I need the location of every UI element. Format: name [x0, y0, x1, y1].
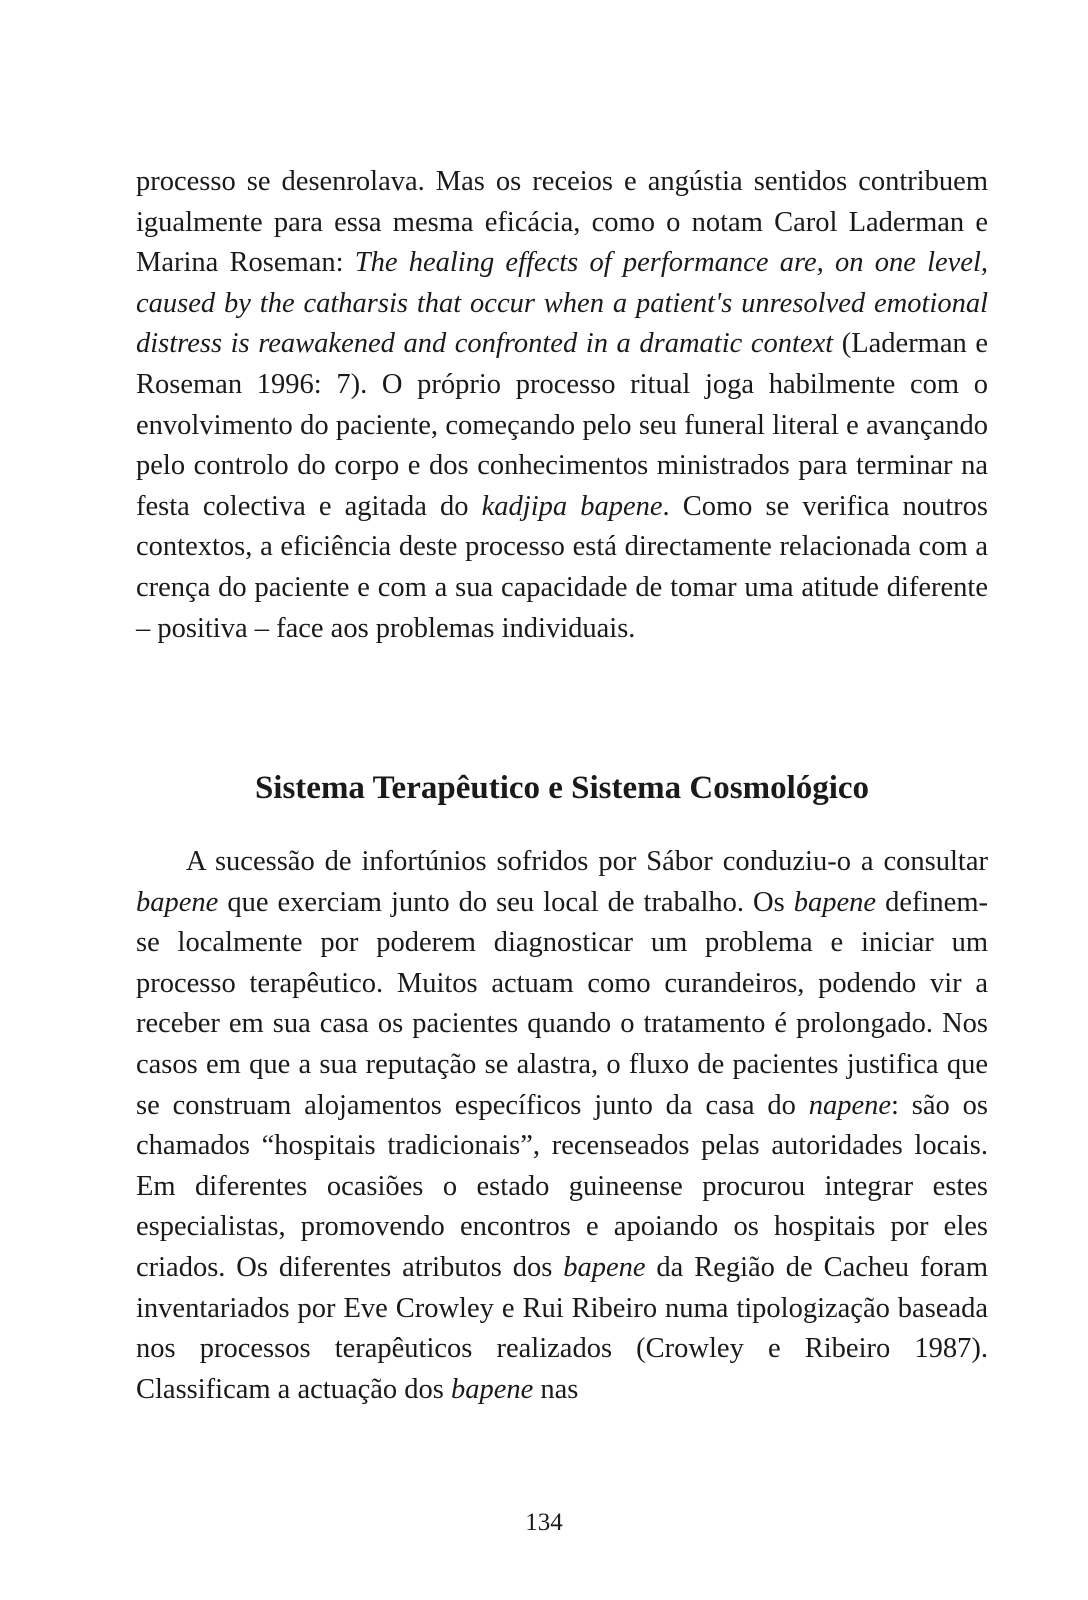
paragraph-text: definem-se localmente por poderem diagnosticar um problema e iniciar um processo terapêutico. Muitos actuam como curandeiros, podendo vir a receber em sua casa os pacientes quando o tratamento é prolongado. Nos casos em que a sua reputação se alastra, o fluxo de pacientes justifica que se construam alojamentos específicos junto da casa do — [136, 886, 988, 1121]
paragraph-text: : são os chamados “hospitais tradicionais”, recenseados pelas autoridades locais. Em diferentes ocasiões o estado guineense procurou integrar estes especialistas, promovendo encontros e apoiando os hospitais por eles criados. Os diferentes atributos dos — [136, 1089, 989, 1283]
italic-term: kadjipa bapene — [481, 490, 663, 522]
paragraph-text: . Como se verifica noutros contextos, a eficiência deste processo está directamente relacionada com a crença do paciente e com a sua capacidade de tomar uma atitude diferente – positiva – face aos problemas individuais. — [136, 490, 988, 644]
paragraph-text: que exerciam junto do seu local de trabalho. Os — [218, 886, 794, 918]
english-quotation: The healing effects of performance are, on one level, caused by the catharsis that occur when a patient's unresolved emotional distress is reawakened and confronted in a dramatic context — [136, 247, 988, 360]
paragraph-text: nas — [533, 1373, 579, 1405]
italic-term: bapene — [793, 886, 877, 918]
paragraph-text: processo se desenrolava. Mas os receios e angústia sentidos contribuem igualmente para essa mesma eficácia, como o notam Carol Laderman e Marina Roseman: — [136, 166, 988, 279]
italic-term: bapene — [450, 1373, 534, 1405]
italic-term: napene — [808, 1089, 892, 1121]
paragraph-text: da Região de Cacheu foram inventariados por Eve Crowley e Rui Ribeiro numa tipologização baseada nos processos terapêuticos realizados (Crowley e Ribeiro 1987). Classificam a actuação dos — [136, 1251, 988, 1405]
italic-term: bapene — [136, 886, 219, 918]
paragraph-text: A sucessão de infortúnios sofridos por Sábor conduziu-o a consultar — [186, 846, 988, 877]
page-number: 134 — [525, 1509, 563, 1536]
body-paragraph — [136, 842, 988, 1410]
body-paragraph — [136, 162, 988, 649]
italic-term: bapene — [563, 1251, 646, 1283]
paragraph-text: (Laderman e Roseman 1996: 7). O próprio processo ritual joga habilmente com o envolvimento do paciente, começando pelo seu funeral literal e avançando pelo controlo do corpo e dos conhecimentos ministrados para terminar na festa colectiva e agitada do — [136, 328, 988, 522]
section-heading: Sistema Terapêutico e Sistema Cosmológico — [254, 770, 870, 806]
